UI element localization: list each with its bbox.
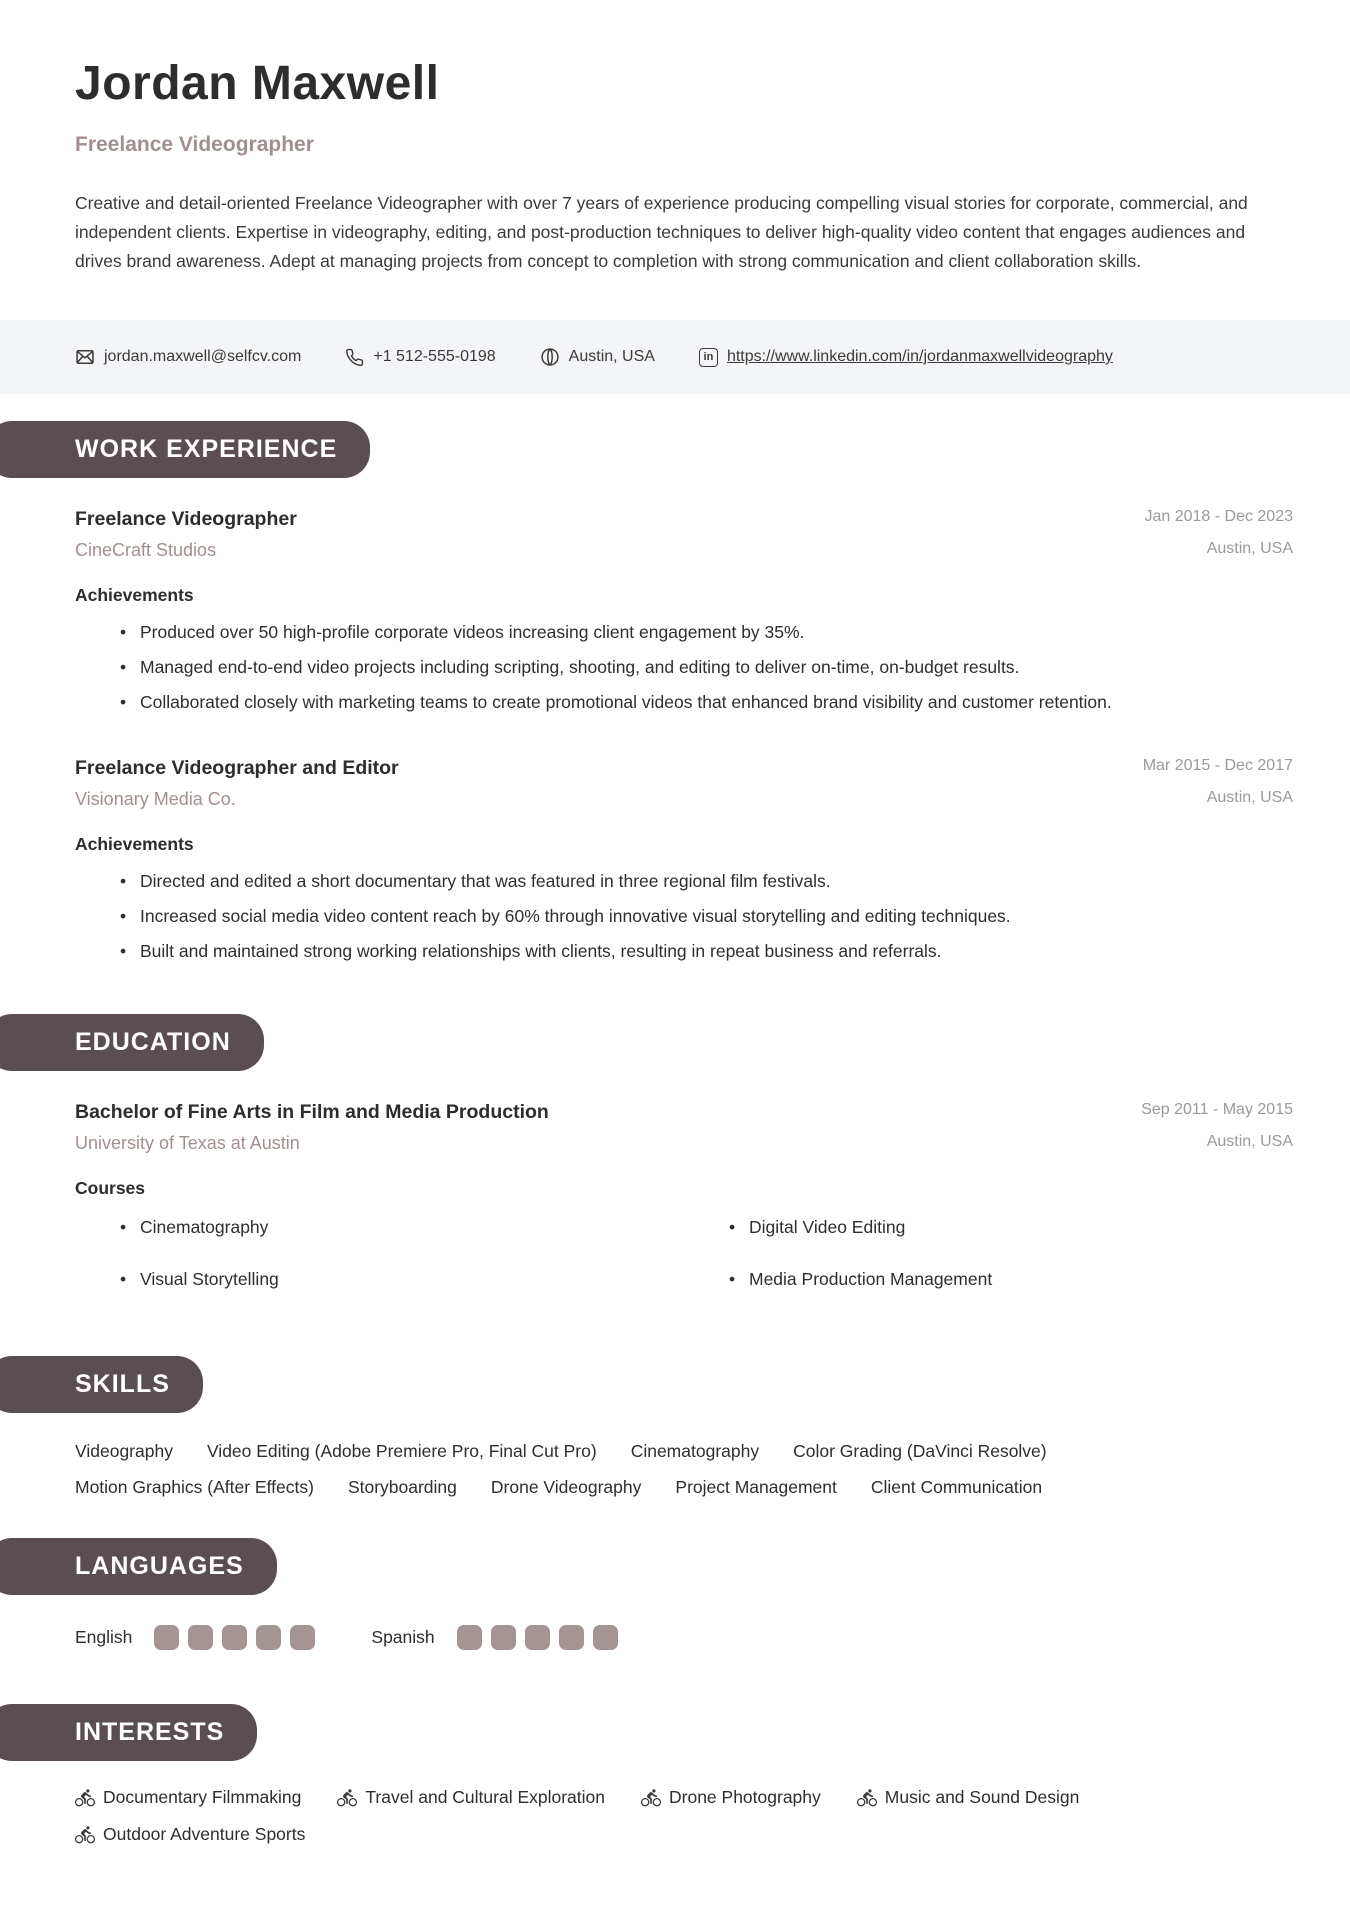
section-education <box>0 972 1350 1294</box>
section-interests <box>0 1650 1350 1845</box>
job-dates: Mar 2015 - Dec 2017 <box>1142 757 1293 774</box>
achievement-item: • Managed end-to-end video projects including scripting, shooting, and editing to deliver on-time, on-budget results. <box>75 653 1293 682</box>
job-entry <box>0 757 1350 966</box>
envelope-icon <box>75 347 95 367</box>
skill-item: Motion Graphics (After Effects) <box>75 1477 314 1497</box>
level-square <box>491 1625 516 1650</box>
interest-item <box>75 1787 301 1808</box>
linkedin-icon: in <box>699 348 718 367</box>
person-job-title: Freelance Videographer <box>75 133 314 156</box>
degree-title: Bachelor of Fine Arts in Film and Media Production <box>75 1101 549 1123</box>
job-entry <box>0 508 1350 717</box>
job-title: Freelance Videographer <box>75 508 297 530</box>
contact-linkedin <box>699 348 1113 367</box>
language-item <box>371 1625 617 1650</box>
course-item: • Cinematography <box>75 1213 684 1242</box>
interests-heading: INTERESTS <box>0 1704 257 1761</box>
level-square <box>256 1625 281 1650</box>
languages-list <box>0 1625 1350 1650</box>
interest-label: Outdoor Adventure Sports <box>103 1824 306 1844</box>
achievement-item: • Produced over 50 high-profile corporate videos increasing client engagement by 35%. <box>75 618 1293 647</box>
resume-header <box>0 0 1350 276</box>
interest-item <box>857 1787 1080 1808</box>
courses-list <box>75 1213 1293 1294</box>
achievement-item: • Increased social media video content reach by 60% through innovative visual storytelling and editing techniques. <box>75 902 1293 931</box>
person-name: Jordan Maxwell <box>75 57 440 110</box>
level-square <box>593 1625 618 1650</box>
skill-item: Cinematography <box>630 1441 760 1461</box>
skill-item: Client Communication <box>870 1477 1043 1497</box>
job-company: Visionary Media Co. <box>75 789 236 809</box>
contact-bar <box>0 320 1350 394</box>
interest-label: Music and Sound Design <box>884 1787 1080 1807</box>
phone-icon <box>345 348 364 367</box>
section-languages <box>0 1498 1350 1650</box>
language-item <box>75 1625 315 1650</box>
achievement-item: • Collaborated closely with marketing teams to create promotional videos that enhanced brand visibility and customer retention. <box>75 688 1293 717</box>
education-entry <box>0 1101 1350 1294</box>
contact-email-text: jordan.maxwell@selfcv.com <box>104 348 302 365</box>
level-square <box>457 1625 482 1650</box>
interest-item <box>337 1787 605 1808</box>
level-square <box>559 1625 584 1650</box>
language-name: English <box>75 1627 133 1647</box>
work-experience-heading: WORK EXPERIENCE <box>0 421 370 478</box>
skill-item: Storyboarding <box>347 1477 457 1497</box>
achievement-item: • Built and maintained strong working relationships with clients, resulting in repeat business and referrals. <box>75 937 1293 966</box>
level-square <box>188 1625 213 1650</box>
job-location: Austin, USA <box>1206 540 1293 557</box>
level-square <box>154 1625 179 1650</box>
interest-item <box>75 1824 305 1845</box>
languages-heading: LANGUAGES <box>0 1538 277 1595</box>
level-square <box>525 1625 550 1650</box>
language-level <box>154 1625 315 1650</box>
achievements-list <box>75 618 1293 717</box>
cyclist-icon <box>857 1788 877 1808</box>
school-name: University of Texas at Austin <box>75 1133 300 1153</box>
job-title: Freelance Videographer and Editor <box>75 757 399 779</box>
job-location: Austin, USA <box>1206 789 1293 806</box>
skill-item: Project Management <box>675 1477 837 1497</box>
job-dates: Jan 2018 - Dec 2023 <box>1144 508 1293 525</box>
section-skills <box>0 1310 1350 1498</box>
contact-email <box>75 347 301 367</box>
interests-list <box>0 1787 1350 1845</box>
language-name: Spanish <box>371 1627 435 1647</box>
achievement-item: • Directed and edited a short documentary that was featured in three regional film festivals. <box>75 867 1293 896</box>
section-work-experience <box>0 394 1350 966</box>
interest-label: Drone Photography <box>669 1787 821 1807</box>
cyclist-icon <box>75 1825 95 1845</box>
course-item: • Visual Storytelling <box>75 1265 684 1294</box>
achievements-label: Achievements <box>75 585 194 605</box>
job-company: CineCraft Studios <box>75 540 217 560</box>
achievements-list <box>75 867 1293 966</box>
skills-heading: SKILLS <box>0 1356 203 1413</box>
level-square <box>222 1625 247 1650</box>
skills-list <box>0 1441 1350 1498</box>
interest-label: Travel and Cultural Exploration <box>365 1787 605 1807</box>
skill-item: Videography <box>75 1441 173 1461</box>
contact-phone-text: +1 512-555-0198 <box>373 348 496 365</box>
skill-item: Drone Videography <box>490 1477 642 1497</box>
skill-item: Video Editing (Adobe Premiere Pro, Final Cut Pro) <box>206 1441 597 1461</box>
course-item: • Media Production Management <box>684 1265 1293 1294</box>
skill-item: Color Grading (DaVinci Resolve) <box>793 1441 1047 1461</box>
contact-phone <box>345 348 495 367</box>
language-level <box>457 1625 618 1650</box>
contact-location <box>540 347 655 367</box>
education-location: Austin, USA <box>1206 1133 1293 1150</box>
education-heading: EDUCATION <box>0 1014 264 1071</box>
courses-label: Courses <box>75 1178 146 1198</box>
education-dates: Sep 2011 - May 2015 <box>1141 1101 1293 1118</box>
level-square <box>290 1625 315 1650</box>
achievements-label: Achievements <box>75 834 194 854</box>
globe-icon <box>540 347 560 367</box>
course-item: • Digital Video Editing <box>684 1213 1293 1242</box>
cyclist-icon <box>75 1788 95 1808</box>
summary-text: Creative and detail-oriented Freelance Videographer with over 7 years of experience producing compelling visual stories for corporate, commercial, and independent clients. Expertise in videography, editing, and post-production techniques to deliver high-quality video content that engages audiences and drives brand awareness. Adept at managing projects from concept to completion with strong communication and client collaboration skills. <box>75 193 1248 271</box>
cyclist-icon <box>641 1788 661 1808</box>
cyclist-icon <box>337 1788 357 1808</box>
interest-item <box>641 1787 821 1808</box>
linkedin-link[interactable]: https://www.linkedin.com/in/jordanmaxwellvideography <box>726 348 1113 365</box>
contact-location-text: Austin, USA <box>568 348 655 365</box>
interest-label: Documentary Filmmaking <box>103 1787 302 1807</box>
